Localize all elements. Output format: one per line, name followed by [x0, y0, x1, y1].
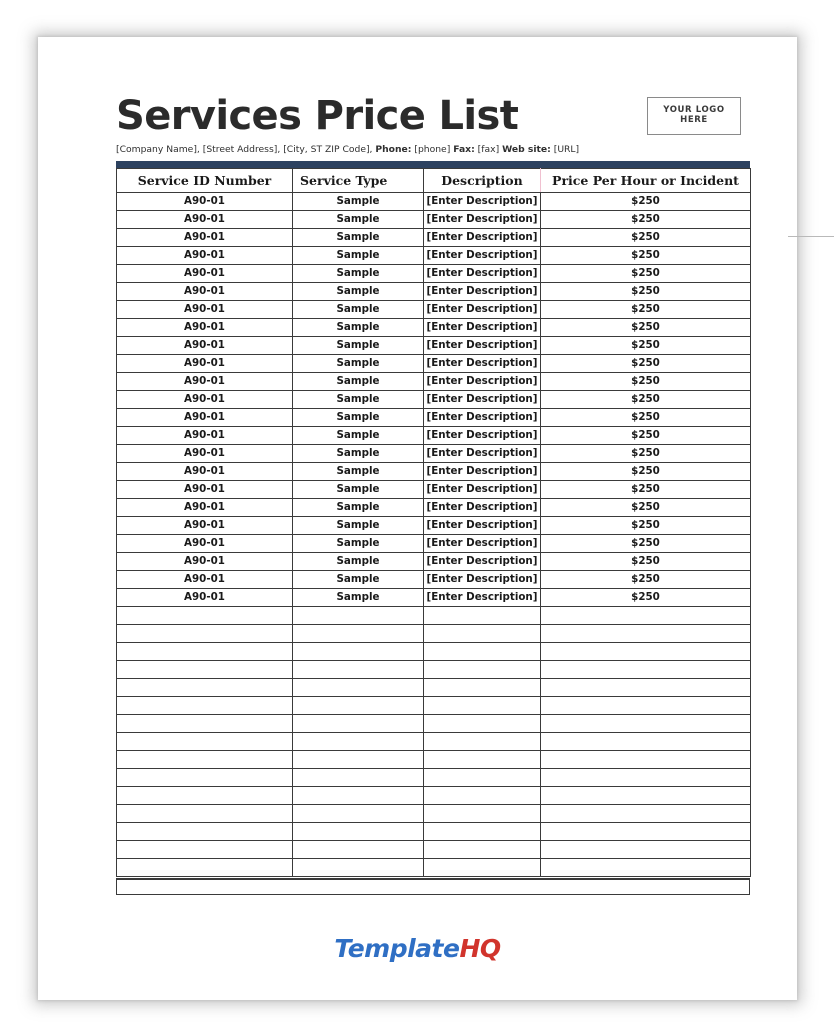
cell-service-type[interactable]: Sample [293, 193, 424, 211]
table-row-empty[interactable] [117, 625, 751, 643]
table-row[interactable] [117, 391, 751, 409]
cell-service-id[interactable]: A90-01 [117, 283, 293, 301]
cell-service-type[interactable]: Sample [293, 337, 424, 355]
table-row[interactable] [117, 355, 751, 373]
table-row[interactable] [117, 301, 751, 319]
cell-price-empty[interactable] [541, 841, 751, 859]
column-header-price[interactable]: Price Per Hour or Incident [541, 169, 751, 193]
cell-price[interactable]: $250 [541, 535, 751, 553]
cell-description[interactable]: [Enter Description] [424, 193, 541, 211]
cell-service-type[interactable]: Sample [293, 427, 424, 445]
phone-field[interactable]: [phone] [411, 144, 454, 155]
cell-service-id[interactable]: A90-01 [117, 553, 293, 571]
cell-price[interactable]: $250 [541, 319, 751, 337]
cell-service-id[interactable]: A90-01 [117, 355, 293, 373]
table-row[interactable] [117, 283, 751, 301]
cell-price[interactable]: $250 [541, 337, 751, 355]
cell-description-empty[interactable] [424, 661, 541, 679]
cell-price-empty[interactable] [541, 823, 751, 841]
cell-description[interactable]: [Enter Description] [424, 229, 541, 247]
cell-service-id[interactable]: A90-01 [117, 427, 293, 445]
cell-service-type-empty[interactable] [293, 823, 424, 841]
table-row-empty[interactable] [117, 859, 751, 877]
brand-logo-hq-text: HQ [459, 934, 501, 963]
cell-service-id-empty[interactable] [117, 607, 293, 625]
company-name-field[interactable]: [Company Name], [116, 144, 203, 155]
cell-service-id-empty[interactable] [117, 823, 293, 841]
cell-description-empty[interactable] [424, 643, 541, 661]
cell-description-empty[interactable] [424, 715, 541, 733]
cell-price-empty[interactable] [541, 733, 751, 751]
cell-service-type-empty[interactable] [293, 733, 424, 751]
table-row[interactable] [117, 571, 751, 589]
cell-service-id[interactable]: A90-01 [117, 517, 293, 535]
cell-price[interactable]: $250 [541, 427, 751, 445]
cell-service-type[interactable]: Sample [293, 391, 424, 409]
cell-price[interactable]: $250 [541, 247, 751, 265]
website-label: Web site: [502, 144, 551, 155]
cell-service-id[interactable]: A90-01 [117, 409, 293, 427]
brand-logo [38, 934, 797, 963]
table-row-empty[interactable] [117, 607, 751, 625]
cell-description[interactable]: [Enter Description] [424, 427, 541, 445]
header-extension-rule [788, 236, 834, 237]
table-row[interactable] [117, 427, 751, 445]
cell-service-type-empty[interactable] [293, 805, 424, 823]
cell-price[interactable]: $250 [541, 517, 751, 535]
table-row[interactable] [117, 265, 751, 283]
column-header-service-type[interactable]: Service Type [293, 169, 424, 193]
cell-price[interactable]: $250 [541, 193, 751, 211]
cell-service-type[interactable]: Sample [293, 211, 424, 229]
cell-description-empty[interactable] [424, 607, 541, 625]
cell-description-empty[interactable] [424, 751, 541, 769]
cell-service-id-empty[interactable] [117, 805, 293, 823]
cell-description[interactable]: [Enter Description] [424, 535, 541, 553]
cell-service-type[interactable]: Sample [293, 445, 424, 463]
cell-description-empty[interactable] [424, 733, 541, 751]
table-header [117, 169, 751, 193]
cell-price[interactable]: $250 [541, 391, 751, 409]
cell-service-id[interactable]: A90-01 [117, 535, 293, 553]
cell-description[interactable]: [Enter Description] [424, 211, 541, 229]
cell-description-empty[interactable] [424, 859, 541, 877]
cell-service-id-empty[interactable] [117, 697, 293, 715]
table-row[interactable] [117, 553, 751, 571]
cell-service-id[interactable]: A90-01 [117, 229, 293, 247]
cell-price-empty[interactable] [541, 805, 751, 823]
cell-service-type-empty[interactable] [293, 697, 424, 715]
cell-service-id-empty[interactable] [117, 841, 293, 859]
cell-description[interactable]: [Enter Description] [424, 517, 541, 535]
cell-service-type[interactable]: Sample [293, 499, 424, 517]
cell-service-type[interactable]: Sample [293, 373, 424, 391]
table-row-empty[interactable] [117, 823, 751, 841]
cell-price-empty[interactable] [541, 859, 751, 877]
cell-price-empty[interactable] [541, 697, 751, 715]
cell-description[interactable]: [Enter Description] [424, 481, 541, 499]
cell-description-empty[interactable] [424, 805, 541, 823]
cell-description-empty[interactable] [424, 769, 541, 787]
table-row-empty[interactable] [117, 787, 751, 805]
table-row-empty[interactable] [117, 661, 751, 679]
table-row-empty[interactable] [117, 733, 751, 751]
cell-service-type-empty[interactable] [293, 859, 424, 877]
logo-placeholder-line1: YOUR LOGO [663, 105, 725, 116]
table-row[interactable] [117, 247, 751, 265]
cell-service-id-empty[interactable] [117, 787, 293, 805]
cell-service-type[interactable]: Sample [293, 463, 424, 481]
cell-description[interactable]: [Enter Description] [424, 553, 541, 571]
page-title: Services Price List [116, 93, 519, 139]
cell-service-type[interactable]: Sample [293, 319, 424, 337]
cell-description[interactable]: [Enter Description] [424, 409, 541, 427]
cell-service-id-empty[interactable] [117, 643, 293, 661]
cell-service-id[interactable]: A90-01 [117, 445, 293, 463]
cell-service-id[interactable]: A90-01 [117, 481, 293, 499]
cell-description[interactable]: [Enter Description] [424, 589, 541, 607]
cell-service-type-empty[interactable] [293, 841, 424, 859]
cell-description[interactable]: [Enter Description] [424, 319, 541, 337]
cell-description-empty[interactable] [424, 823, 541, 841]
cell-service-id[interactable]: A90-01 [117, 589, 293, 607]
cell-price[interactable]: $250 [541, 355, 751, 373]
cell-price[interactable]: $250 [541, 481, 751, 499]
cell-price[interactable]: $250 [541, 373, 751, 391]
cell-description[interactable]: [Enter Description] [424, 391, 541, 409]
cell-service-type-empty[interactable] [293, 643, 424, 661]
cell-price[interactable]: $250 [541, 211, 751, 229]
cell-service-id-empty[interactable] [117, 733, 293, 751]
cell-service-id-empty[interactable] [117, 661, 293, 679]
table-row-empty[interactable] [117, 805, 751, 823]
table-row[interactable] [117, 517, 751, 535]
table-row[interactable] [117, 337, 751, 355]
cell-service-id-empty[interactable] [117, 715, 293, 733]
cell-description-empty[interactable] [424, 697, 541, 715]
table-row[interactable] [117, 211, 751, 229]
cell-price[interactable]: $250 [541, 265, 751, 283]
cell-service-type-empty[interactable] [293, 769, 424, 787]
table-row[interactable] [117, 229, 751, 247]
table-row[interactable] [117, 409, 751, 427]
cell-service-type[interactable]: Sample [293, 553, 424, 571]
cell-service-type-empty[interactable] [293, 787, 424, 805]
table-row-empty[interactable] [117, 697, 751, 715]
cell-service-type[interactable]: Sample [293, 535, 424, 553]
cell-service-id[interactable]: A90-01 [117, 373, 293, 391]
document-page [38, 37, 797, 1000]
cell-description[interactable]: [Enter Description] [424, 301, 541, 319]
table-accent-bar [116, 161, 750, 168]
cell-service-id-empty[interactable] [117, 625, 293, 643]
cell-price[interactable]: $250 [541, 445, 751, 463]
cell-price[interactable]: $250 [541, 553, 751, 571]
cell-service-type[interactable]: Sample [293, 247, 424, 265]
cell-price[interactable]: $250 [541, 463, 751, 481]
cell-service-type[interactable]: Sample [293, 571, 424, 589]
cell-service-id[interactable]: A90-01 [117, 319, 293, 337]
cell-service-type-empty[interactable] [293, 661, 424, 679]
cell-service-id[interactable]: A90-01 [117, 499, 293, 517]
cell-price-empty[interactable] [541, 751, 751, 769]
cell-price-empty[interactable] [541, 715, 751, 733]
cell-service-id[interactable]: A90-01 [117, 193, 293, 211]
cell-description[interactable]: [Enter Description] [424, 265, 541, 283]
cell-service-type-empty[interactable] [293, 607, 424, 625]
cell-service-id[interactable]: A90-01 [117, 571, 293, 589]
cell-service-type[interactable]: Sample [293, 517, 424, 535]
cell-service-id-empty[interactable] [117, 679, 293, 697]
cell-price-empty[interactable] [541, 787, 751, 805]
logo-placeholder-line2: HERE [680, 115, 708, 125]
table-row[interactable] [117, 535, 751, 553]
cell-description[interactable]: [Enter Description] [424, 463, 541, 481]
column-header-service-id[interactable]: Service ID Number [117, 169, 293, 193]
cell-service-type-empty[interactable] [293, 679, 424, 697]
logo-placeholder-box[interactable] [647, 97, 741, 135]
cell-service-id[interactable]: A90-01 [117, 463, 293, 481]
cell-price[interactable]: $250 [541, 409, 751, 427]
cell-description[interactable]: [Enter Description] [424, 499, 541, 517]
table-row[interactable] [117, 589, 751, 607]
table-row[interactable] [117, 445, 751, 463]
website-field[interactable]: [URL] [550, 144, 580, 155]
cell-price-empty[interactable] [541, 625, 751, 643]
cell-service-type-empty[interactable] [293, 751, 424, 769]
city-state-zip-field[interactable]: [City, ST ZIP Code], [283, 144, 376, 155]
table-row[interactable] [117, 373, 751, 391]
fax-label: Fax: [453, 144, 475, 155]
cell-service-type[interactable]: Sample [293, 589, 424, 607]
cell-price-empty[interactable] [541, 661, 751, 679]
street-address-field[interactable]: [Street Address], [202, 144, 284, 155]
cell-service-type-empty[interactable] [293, 625, 424, 643]
cell-description[interactable]: [Enter Description] [424, 337, 541, 355]
company-contact-line [116, 144, 579, 155]
cell-price[interactable]: $250 [541, 499, 751, 517]
cell-price[interactable]: $250 [541, 283, 751, 301]
table-row-empty[interactable] [117, 643, 751, 661]
table-bottom-band [116, 878, 750, 895]
page-content [38, 37, 797, 1000]
table-row[interactable] [117, 463, 751, 481]
table-row-empty[interactable] [117, 769, 751, 787]
cell-description[interactable]: [Enter Description] [424, 283, 541, 301]
document-header [116, 85, 749, 157]
cell-service-id[interactable]: A90-01 [117, 247, 293, 265]
cell-service-type[interactable]: Sample [293, 265, 424, 283]
fax-field[interactable]: [fax] [474, 144, 503, 155]
table-row[interactable] [117, 481, 751, 499]
table-row[interactable] [117, 319, 751, 337]
cell-service-id[interactable]: A90-01 [117, 337, 293, 355]
table-body [117, 193, 751, 877]
table-header-row [117, 169, 751, 193]
cell-description[interactable]: [Enter Description] [424, 445, 541, 463]
cell-price-empty[interactable] [541, 607, 751, 625]
cell-service-type[interactable]: Sample [293, 283, 424, 301]
cell-description[interactable]: [Enter Description] [424, 247, 541, 265]
cell-description-empty[interactable] [424, 679, 541, 697]
cell-description[interactable]: [Enter Description] [424, 373, 541, 391]
cell-price-empty[interactable] [541, 643, 751, 661]
cell-description-empty[interactable] [424, 625, 541, 643]
services-price-table [116, 168, 751, 877]
table-row[interactable] [117, 499, 751, 517]
cell-service-id[interactable]: A90-01 [117, 301, 293, 319]
cell-service-type[interactable]: Sample [293, 481, 424, 499]
cell-service-type[interactable]: Sample [293, 301, 424, 319]
brand-logo-template-text: Template [334, 934, 460, 963]
cell-service-id-empty[interactable] [117, 751, 293, 769]
table-row-empty[interactable] [117, 841, 751, 859]
cell-service-id-empty[interactable] [117, 769, 293, 787]
cell-service-type-empty[interactable] [293, 715, 424, 733]
table-row-empty[interactable] [117, 715, 751, 733]
cell-description-empty[interactable] [424, 841, 541, 859]
cell-description[interactable]: [Enter Description] [424, 571, 541, 589]
cell-service-id-empty[interactable] [117, 859, 293, 877]
cell-price[interactable]: $250 [541, 589, 751, 607]
phone-label: Phone: [375, 144, 412, 155]
cell-service-type[interactable]: Sample [293, 409, 424, 427]
cell-service-type[interactable]: Sample [293, 229, 424, 247]
cell-service-id[interactable]: A90-01 [117, 211, 293, 229]
table-row-empty[interactable] [117, 679, 751, 697]
cell-price[interactable]: $250 [541, 301, 751, 319]
table-row[interactable] [117, 193, 751, 211]
cell-service-id[interactable]: A90-01 [117, 391, 293, 409]
cell-service-id[interactable]: A90-01 [117, 265, 293, 283]
column-header-description[interactable]: Description [424, 169, 541, 193]
cell-description-empty[interactable] [424, 787, 541, 805]
table-row-empty[interactable] [117, 751, 751, 769]
cell-price-empty[interactable] [541, 679, 751, 697]
cell-price[interactable]: $250 [541, 229, 751, 247]
cell-price[interactable]: $250 [541, 571, 751, 589]
cell-price-empty[interactable] [541, 769, 751, 787]
cell-service-type[interactable]: Sample [293, 355, 424, 373]
cell-description[interactable]: [Enter Description] [424, 355, 541, 373]
